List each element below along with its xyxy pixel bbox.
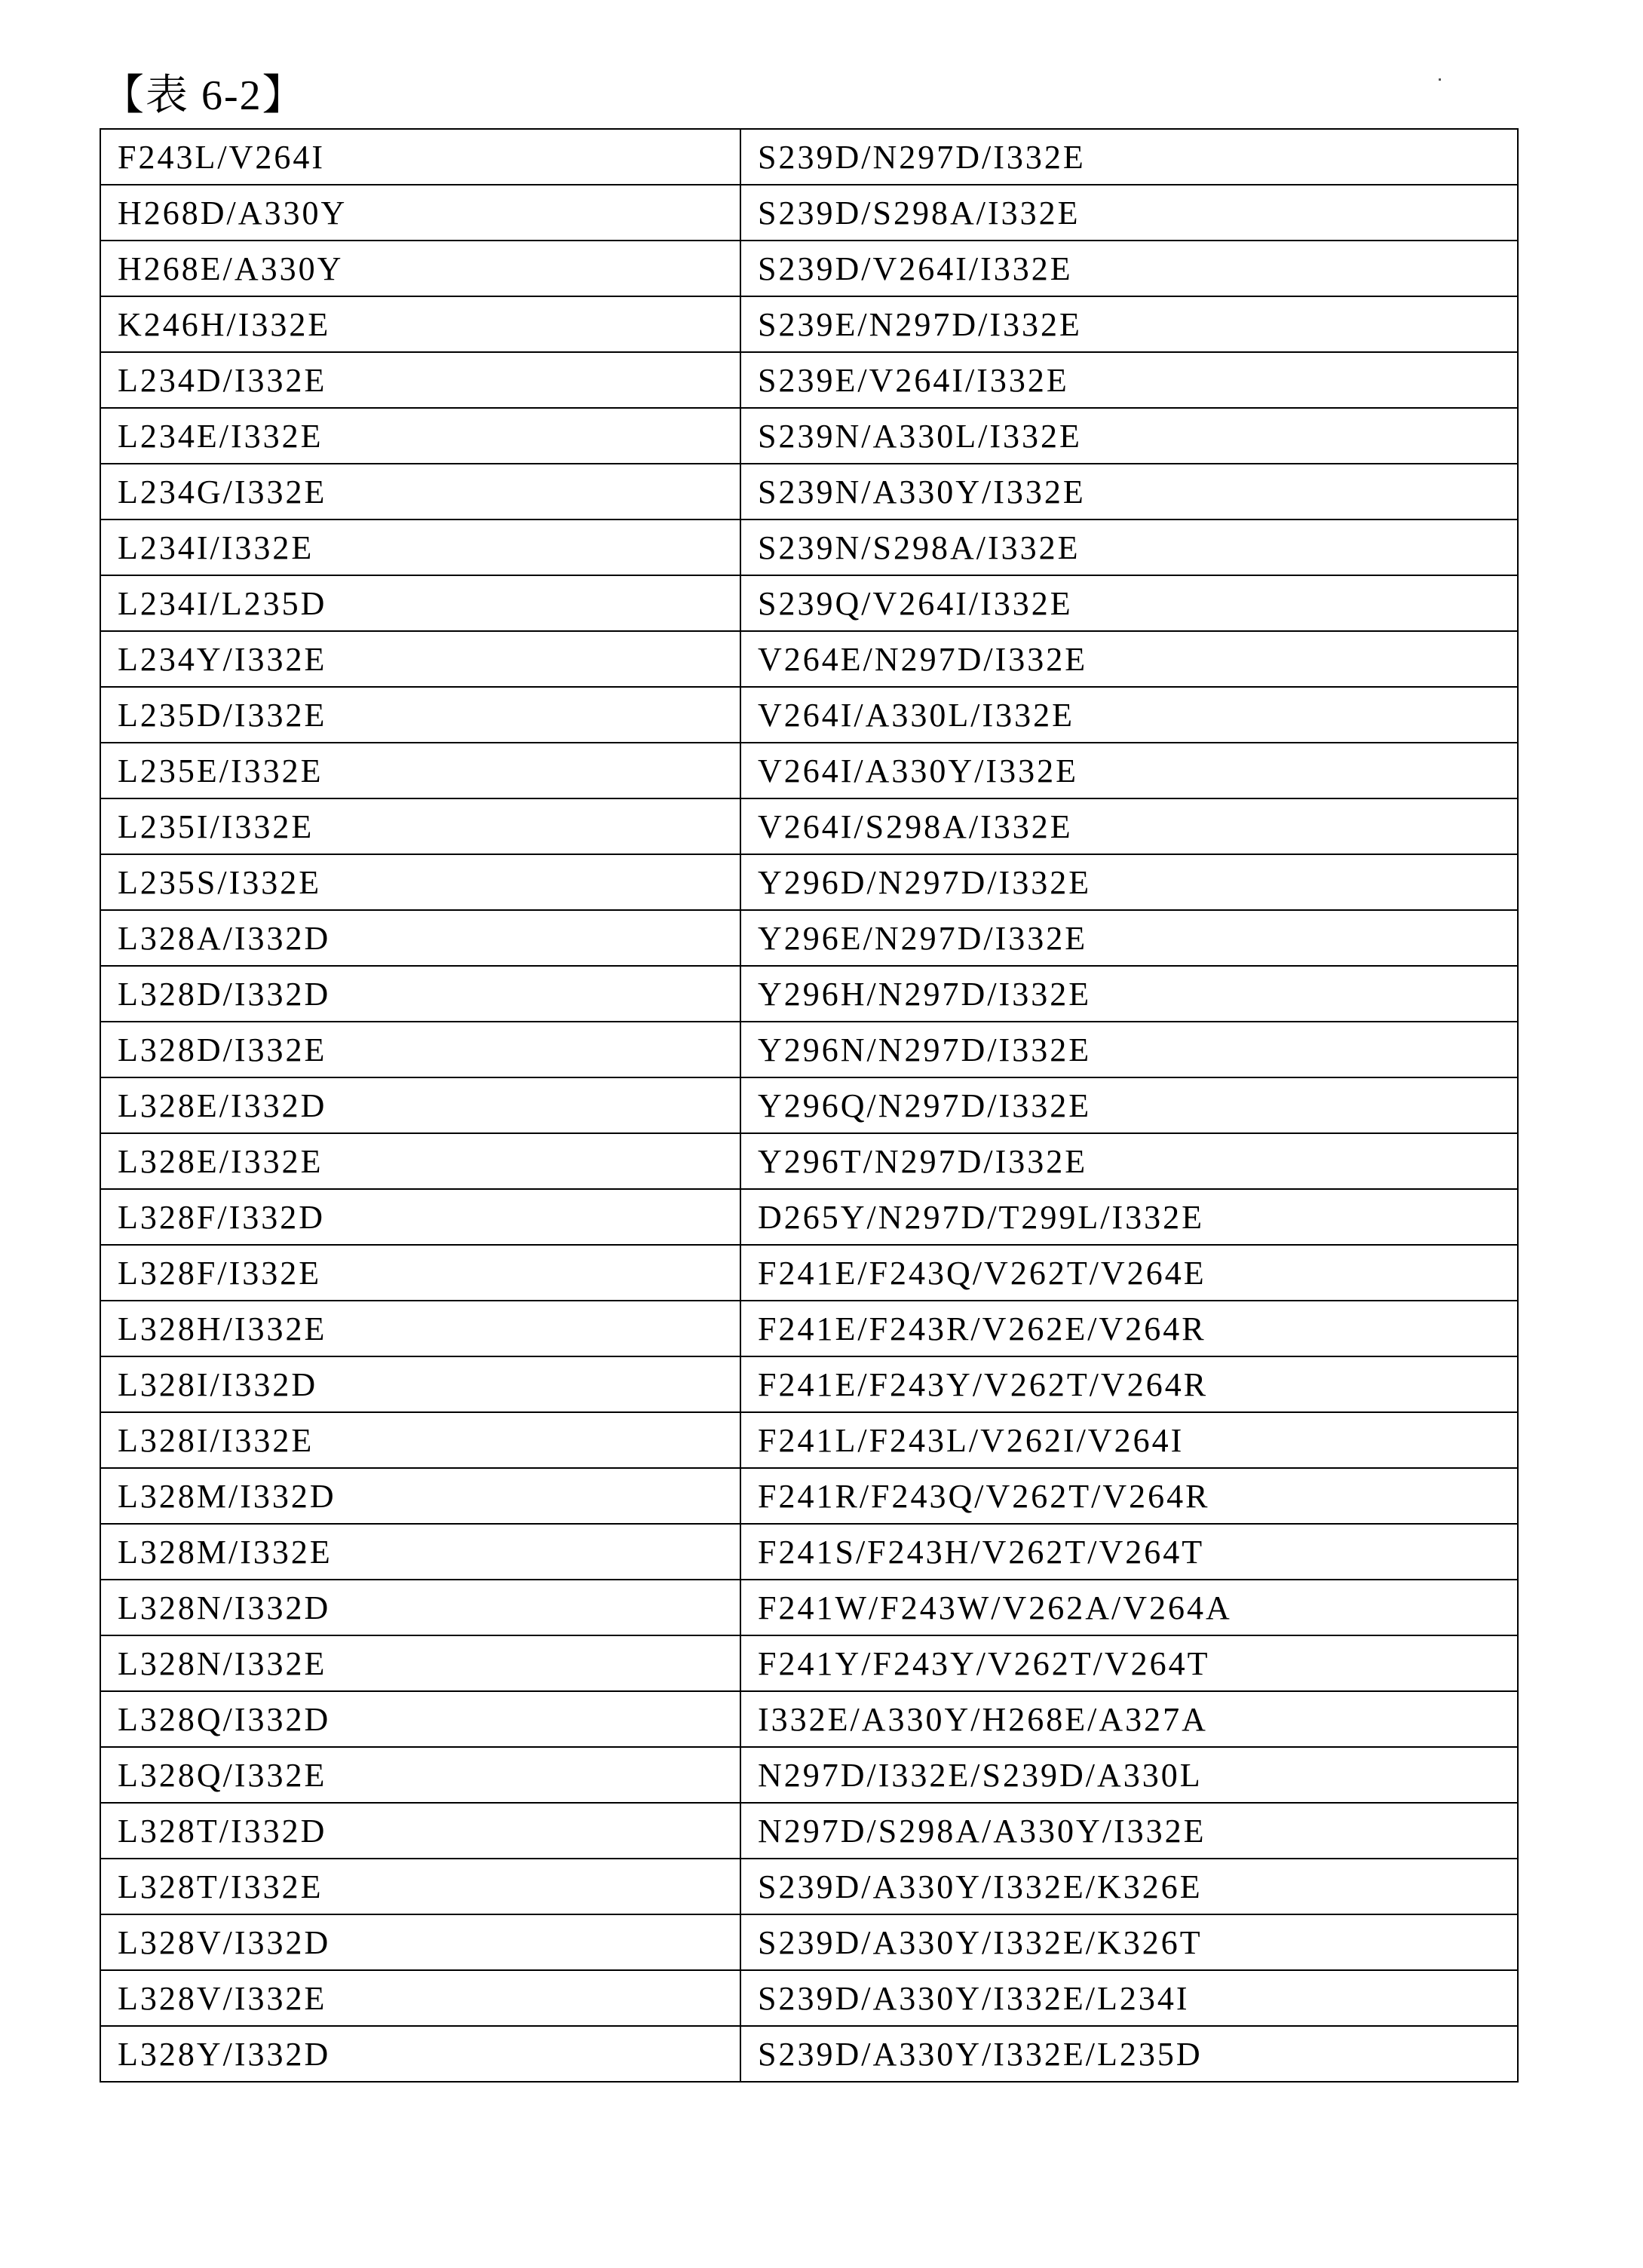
table-row (100, 1803, 1518, 1859)
cell-left: L328N/I332E (100, 1635, 740, 1691)
cell-right: S239N/S298A/I332E (740, 519, 1518, 575)
table-row (100, 1022, 1518, 1077)
cell-left: H268D/A330Y (100, 185, 740, 241)
cell-right: D265Y/N297D/T299L/I332E (740, 1189, 1518, 1245)
table-row (100, 1859, 1518, 1914)
cell-right: Y296N/N297D/I332E (740, 1022, 1518, 1077)
table-row (100, 1524, 1518, 1580)
cell-left: L328M/I332E (100, 1524, 740, 1580)
cell-left: L328E/I332E (100, 1133, 740, 1189)
table-row (100, 352, 1518, 408)
cell-right: S239N/A330Y/I332E (740, 464, 1518, 519)
table-row (100, 1356, 1518, 1412)
cell-right: S239E/V264I/I332E (740, 352, 1518, 408)
table-row (100, 408, 1518, 464)
cell-left: L235E/I332E (100, 743, 740, 798)
cell-left: L328V/I332E (100, 1970, 740, 2026)
table-row (100, 743, 1518, 798)
cell-left: L234I/L235D (100, 575, 740, 631)
cell-left: L234Y/I332E (100, 631, 740, 687)
variants-table-body (100, 129, 1518, 2082)
cell-right: V264I/S298A/I332E (740, 798, 1518, 854)
cell-left: L235S/I332E (100, 854, 740, 910)
cell-right: V264I/A330Y/I332E (740, 743, 1518, 798)
cell-left: L234G/I332E (100, 464, 740, 519)
cell-right: V264E/N297D/I332E (740, 631, 1518, 687)
cell-left: L235D/I332E (100, 687, 740, 743)
cell-right: Y296H/N297D/I332E (740, 966, 1518, 1022)
cell-right: S239E/N297D/I332E (740, 296, 1518, 352)
cell-left: L328H/I332E (100, 1301, 740, 1356)
cell-left: L328I/I332E (100, 1412, 740, 1468)
cell-right: I332E/A330Y/H268E/A327A (740, 1691, 1518, 1747)
cell-right: S239Q/V264I/I332E (740, 575, 1518, 631)
cell-right: S239D/A330Y/I332E/K326E (740, 1859, 1518, 1914)
table-row (100, 1635, 1518, 1691)
table-row (100, 1077, 1518, 1133)
table-row (100, 296, 1518, 352)
cell-right: Y296D/N297D/I332E (740, 854, 1518, 910)
cell-left: L235I/I332E (100, 798, 740, 854)
table-row (100, 185, 1518, 241)
cell-left: L328V/I332D (100, 1914, 740, 1970)
cell-right: F241E/F243R/V262E/V264R (740, 1301, 1518, 1356)
cell-right: S239D/S298A/I332E (740, 185, 1518, 241)
cell-right: N297D/S298A/A330Y/I332E (740, 1803, 1518, 1859)
cell-right: F241E/F243Q/V262T/V264E (740, 1245, 1518, 1301)
cell-right: F241S/F243H/V262T/V264T (740, 1524, 1518, 1580)
cell-left: L234D/I332E (100, 352, 740, 408)
cell-right: F241E/F243Y/V262T/V264R (740, 1356, 1518, 1412)
cell-right: F241Y/F243Y/V262T/V264T (740, 1635, 1518, 1691)
cell-left: H268E/A330Y (100, 241, 740, 296)
table-row (100, 2026, 1518, 2082)
table-row (100, 687, 1518, 743)
cell-left: L328Q/I332D (100, 1691, 740, 1747)
cell-right: Y296E/N297D/I332E (740, 910, 1518, 966)
table-row (100, 966, 1518, 1022)
table-row (100, 1970, 1518, 2026)
cell-right: F241W/F243W/V262A/V264A (740, 1580, 1518, 1635)
table-row (100, 241, 1518, 296)
scan-speck (1439, 78, 1441, 81)
cell-right: F241L/F243L/V262I/V264I (740, 1412, 1518, 1468)
table-row (100, 575, 1518, 631)
table-row (100, 854, 1518, 910)
table-title: 【表 6-2】 (102, 69, 306, 122)
cell-right: S239D/A330Y/I332E/K326T (740, 1914, 1518, 1970)
table-row (100, 631, 1518, 687)
cell-left: L328D/I332E (100, 1022, 740, 1077)
table-row (100, 1189, 1518, 1245)
cell-right: S239D/V264I/I332E (740, 241, 1518, 296)
cell-left: L328T/I332D (100, 1803, 740, 1859)
table-row (100, 464, 1518, 519)
cell-left: L328F/I332E (100, 1245, 740, 1301)
cell-right: S239D/A330Y/I332E/L234I (740, 1970, 1518, 2026)
cell-left: L328N/I332D (100, 1580, 740, 1635)
cell-left: L328F/I332D (100, 1189, 740, 1245)
cell-left: L328Y/I332D (100, 2026, 740, 2082)
cell-left: F243L/V264I (100, 129, 740, 185)
cell-left: L328E/I332D (100, 1077, 740, 1133)
table-row (100, 910, 1518, 966)
cell-right: S239N/A330L/I332E (740, 408, 1518, 464)
cell-left: L328M/I332D (100, 1468, 740, 1524)
cell-right: Y296Q/N297D/I332E (740, 1077, 1518, 1133)
cell-left: L234I/I332E (100, 519, 740, 575)
cell-left: L234E/I332E (100, 408, 740, 464)
cell-left: L328Q/I332E (100, 1747, 740, 1803)
cell-left: L328A/I332D (100, 910, 740, 966)
table-row (100, 1301, 1518, 1356)
table-row (100, 1580, 1518, 1635)
cell-left: L328D/I332D (100, 966, 740, 1022)
cell-right: S239D/N297D/I332E (740, 129, 1518, 185)
cell-right: S239D/A330Y/I332E/L235D (740, 2026, 1518, 2082)
table-row (100, 1468, 1518, 1524)
table-row (100, 1691, 1518, 1747)
table-row (100, 798, 1518, 854)
cell-left: L328I/I332D (100, 1356, 740, 1412)
table-row (100, 129, 1518, 185)
table-row (100, 1747, 1518, 1803)
cell-left: L328T/I332E (100, 1859, 740, 1914)
cell-right: N297D/I332E/S239D/A330L (740, 1747, 1518, 1803)
table-row (100, 1412, 1518, 1468)
cell-left: K246H/I332E (100, 296, 740, 352)
table-row (100, 519, 1518, 575)
table-row (100, 1133, 1518, 1189)
cell-right: F241R/F243Q/V262T/V264R (740, 1468, 1518, 1524)
cell-right: V264I/A330L/I332E (740, 687, 1518, 743)
cell-right: Y296T/N297D/I332E (740, 1133, 1518, 1189)
table-row (100, 1914, 1518, 1970)
table-row (100, 1245, 1518, 1301)
variants-table (100, 128, 1519, 2083)
